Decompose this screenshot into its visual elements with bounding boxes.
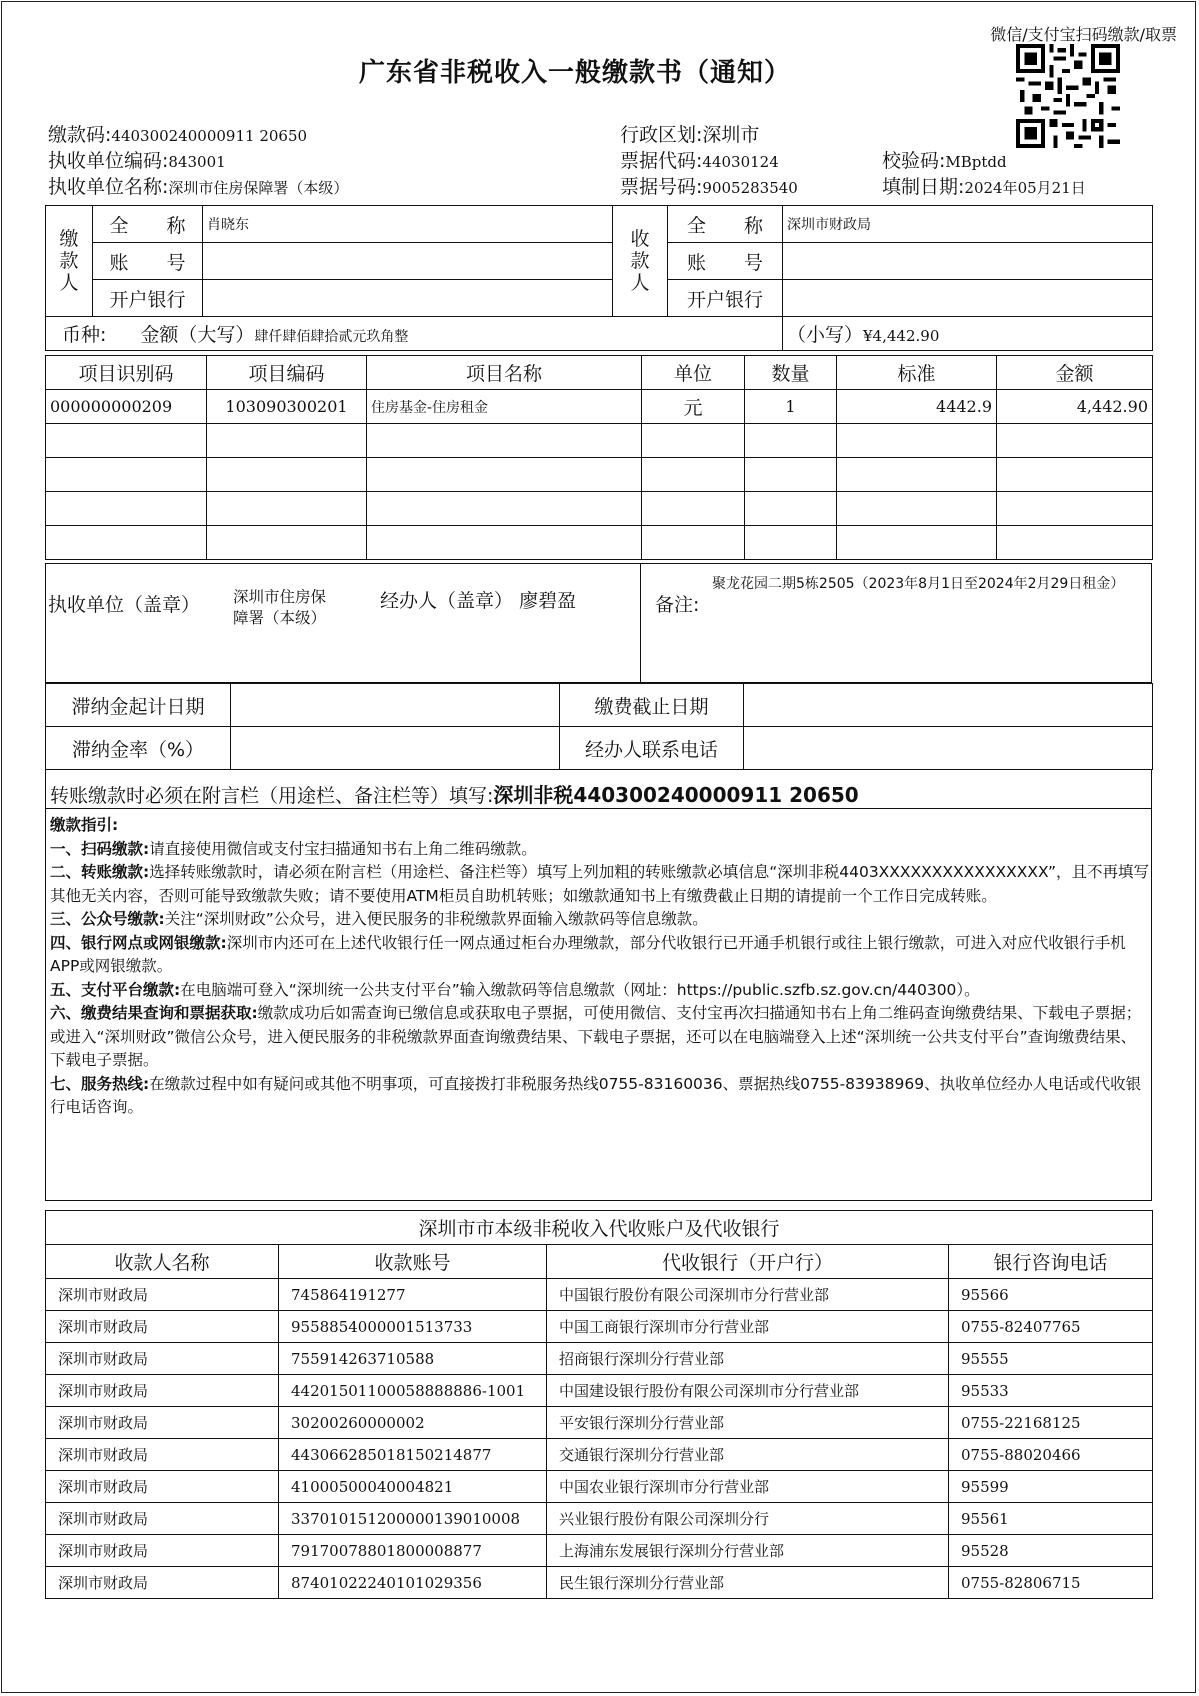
table-row: 深圳市财政局 41000500040004821 中国农业银行深圳市分行营业部 95599 bbox=[46, 1471, 1153, 1503]
payer-bank-label: 开户银行 bbox=[93, 280, 203, 317]
unit-stamp-name-line1: 深圳市住房保 bbox=[233, 588, 327, 606]
table-row: 深圳市财政局 44201501100058888886-1001 中国建设银行股份有限公司深圳市分行营业部 95533 bbox=[46, 1375, 1153, 1407]
bill-code: 票据代码:44030124 bbox=[620, 150, 779, 172]
collector-name: 执收单位名称:深圳市住房保障署（本级） bbox=[48, 176, 349, 198]
bank-header-row bbox=[46, 1245, 1153, 1279]
divider bbox=[45, 808, 1152, 809]
late-rate-label: 滞纳金率（%） bbox=[46, 727, 231, 770]
amount-upper-row: 币种: 金额（大写）肆仟肆佰肆拾贰元玖角整 bbox=[46, 317, 783, 351]
late-fee-table bbox=[45, 683, 1153, 770]
guide-item: 二、转账缴款:选择转账缴款时，请必须在附言栏（用途栏、备注栏等）填写上列加粗的转账缴款必填信息“深圳非税4403XXXXXXXXXXXXXXXX”，且不再填写其他无关内容，否则可能导致缴款失败；请不要使用ATM柜员自助机转账；如缴款通知书上有缴费截止日期的请提前一个工作日完成转账。 bbox=[50, 863, 1149, 905]
payee-group-label: 收款人 bbox=[613, 206, 668, 317]
bank-table bbox=[45, 1210, 1153, 1599]
handler-phone bbox=[744, 727, 1153, 770]
amount-lower: （小写）¥4,442.90 bbox=[783, 317, 1153, 351]
payee-bank bbox=[783, 280, 1153, 317]
col-header: 标准 bbox=[837, 356, 997, 390]
payer-bank bbox=[203, 280, 613, 317]
col-header: 项目名称 bbox=[367, 356, 642, 390]
payee-name: 深圳市财政局 bbox=[783, 206, 1153, 243]
col-header: 收款账号 bbox=[279, 1245, 547, 1279]
handler-phone-label: 经办人联系电话 bbox=[560, 727, 744, 770]
payer-account bbox=[203, 243, 613, 280]
item-amount: 4,442.90 bbox=[997, 390, 1153, 424]
col-header: 项目识别码 bbox=[46, 356, 207, 390]
table-row bbox=[46, 492, 1153, 526]
divider bbox=[640, 563, 641, 683]
item-standard: 4442.9 bbox=[837, 390, 997, 424]
col-header: 单位 bbox=[642, 356, 745, 390]
payee-account-label: 账 号 bbox=[668, 243, 783, 280]
guide-item: 三、公众号缴款:关注“深圳财政”公众号，进入便民服务的非税缴款界面输入缴款码等信息缴款。 bbox=[50, 910, 708, 928]
payer-group-label: 缴款人 bbox=[46, 206, 93, 317]
col-header: 项目编码 bbox=[207, 356, 367, 390]
table-row: 深圳市财政局 87401022240101029356 民生银行深圳分行营业部 0755-82806715 bbox=[46, 1567, 1153, 1599]
guide-title: 缴款指引: bbox=[50, 816, 119, 834]
col-header: 金额 bbox=[997, 356, 1153, 390]
guide-item: 五、支付平台缴款:在电脑端可登入“深圳统一公共支付平台”输入缴款码等信息缴款（网址：https://public.szfb.sz.gov.cn/440300）。 bbox=[50, 980, 980, 999]
late-start-label: 滞纳金起计日期 bbox=[46, 684, 231, 727]
payee-name-label: 全 称 bbox=[668, 206, 783, 243]
table-row bbox=[46, 458, 1153, 492]
bank-table-title: 深圳市市本级非税收入代收账户及代收银行 bbox=[46, 1211, 1153, 1245]
payment-guide bbox=[50, 814, 1150, 1120]
table-row: 深圳市财政局 745864191277 中国银行股份有限公司深圳市分行营业部 95566 bbox=[46, 1279, 1153, 1311]
item-qty: 1 bbox=[745, 390, 837, 424]
col-header: 收款人名称 bbox=[46, 1245, 279, 1279]
table-row: 深圳市财政局 79170078801800008877 上海浦东发展银行深圳分行营业部 95528 bbox=[46, 1535, 1153, 1567]
table-row: 深圳市财政局 9558854000001513733 中国工商银行深圳市分行营业部 0755-82407765 bbox=[46, 1311, 1153, 1343]
collector-code: 执收单位编码:843001 bbox=[48, 150, 226, 172]
payer-payee-table bbox=[45, 205, 1153, 351]
col-header: 银行咨询电话 bbox=[949, 1245, 1153, 1279]
table-row bbox=[46, 390, 1153, 424]
table-row: 深圳市财政局 755914263710588 招商银行深圳分行营业部 95555 bbox=[46, 1343, 1153, 1375]
items-table bbox=[45, 355, 1153, 560]
table-row bbox=[46, 424, 1153, 458]
transfer-note: 转账缴款时必须在附言栏（用途栏、备注栏等）填写:深圳非税440300240000911 20650 bbox=[50, 783, 859, 807]
item-unit: 元 bbox=[642, 390, 745, 424]
item-id: 000000000209 bbox=[46, 390, 207, 424]
payer-account-label: 账 号 bbox=[93, 243, 203, 280]
payee-account bbox=[783, 243, 1153, 280]
region: 行政区划:深圳市 bbox=[620, 124, 760, 146]
col-header: 数量 bbox=[745, 356, 837, 390]
handler-stamp: 经办人（盖章） 廖碧盈 bbox=[380, 590, 577, 612]
payment-code: 缴款码:440300240000911 20650 bbox=[48, 124, 308, 146]
guide-item: 六、缴费结果查询和票据获取:缴款成功后如需查询已缴信息或获取电子票据，可使用微信、支付宝再次扫描通知书右上角二维码查询缴费结果、下载电子票据；或进入“深圳财政”微信公众号，进入便民服务的非税缴款界面查询缴费结果、下载电子票据，还可以在电脑端登入上述“深圳统一公共支付平台”查询缴费结果、下载电子票据。 bbox=[50, 1004, 1142, 1069]
fill-date: 填制日期:2024年05月21日 bbox=[882, 176, 1086, 198]
item-code: 103090300201 bbox=[207, 390, 367, 424]
guide-item: 七、服务热线:在缴款过程中如有疑问或其他不明事项，可直接拨打非税服务热线0755-83160036、票据热线0755-83938969、执收单位经办人电话或代收银行电话咨询。 bbox=[50, 1074, 1142, 1116]
table-row bbox=[46, 526, 1153, 560]
guide-item: 四、银行网点或网银缴款:深圳市内还可在上述代收银行任一网点通过柜台办理缴款，部分代收银行已开通手机银行或往上银行缴款，可进入对应代收银行手机APP或网银缴款。 bbox=[50, 933, 1126, 975]
unit-stamp-label: 执收单位（盖章） bbox=[48, 594, 201, 616]
unit-stamp-name-line2: 障署（本级） bbox=[233, 609, 327, 627]
table-row: 深圳市财政局 443066285018150214877 交通银行深圳分行营业部 0755-88020466 bbox=[46, 1439, 1153, 1471]
remark-label: 备注: bbox=[655, 594, 700, 616]
table-row: 深圳市财政局 337010151200000139010008 兴业银行股份有限公司深圳分行 95561 bbox=[46, 1503, 1153, 1535]
payee-bank-label: 开户银行 bbox=[668, 280, 783, 317]
items-header-row bbox=[46, 356, 1153, 390]
remark-text: 聚龙花园二期5栋2505（2023年8月1日至2024年2月29日租金） bbox=[712, 576, 1125, 592]
guide-item: 一、扫码缴款:请直接使用微信或支付宝扫描通知书右上角二维码缴款。 bbox=[50, 839, 537, 858]
payer-name-label: 全 称 bbox=[93, 206, 203, 243]
late-rate bbox=[231, 727, 560, 770]
item-name: 住房基金-住房租金 bbox=[367, 390, 642, 424]
bill-number: 票据号码:9005283540 bbox=[620, 176, 798, 198]
deadline bbox=[744, 684, 1153, 727]
payer-name: 肖晓东 bbox=[203, 206, 613, 243]
late-start bbox=[231, 684, 560, 727]
scan-label: 微信/支付宝扫码缴款/取票 bbox=[990, 25, 1177, 44]
check-code: 校验码:MBptdd bbox=[882, 150, 1007, 172]
deadline-label: 缴费截止日期 bbox=[560, 684, 744, 727]
page-title: 广东省非税收入一般缴款书（通知） bbox=[358, 58, 791, 88]
table-row: 深圳市财政局 30200260000002 平安银行深圳分行营业部 0755-22168125 bbox=[46, 1407, 1153, 1439]
col-header: 代收银行（开户行） bbox=[547, 1245, 949, 1279]
